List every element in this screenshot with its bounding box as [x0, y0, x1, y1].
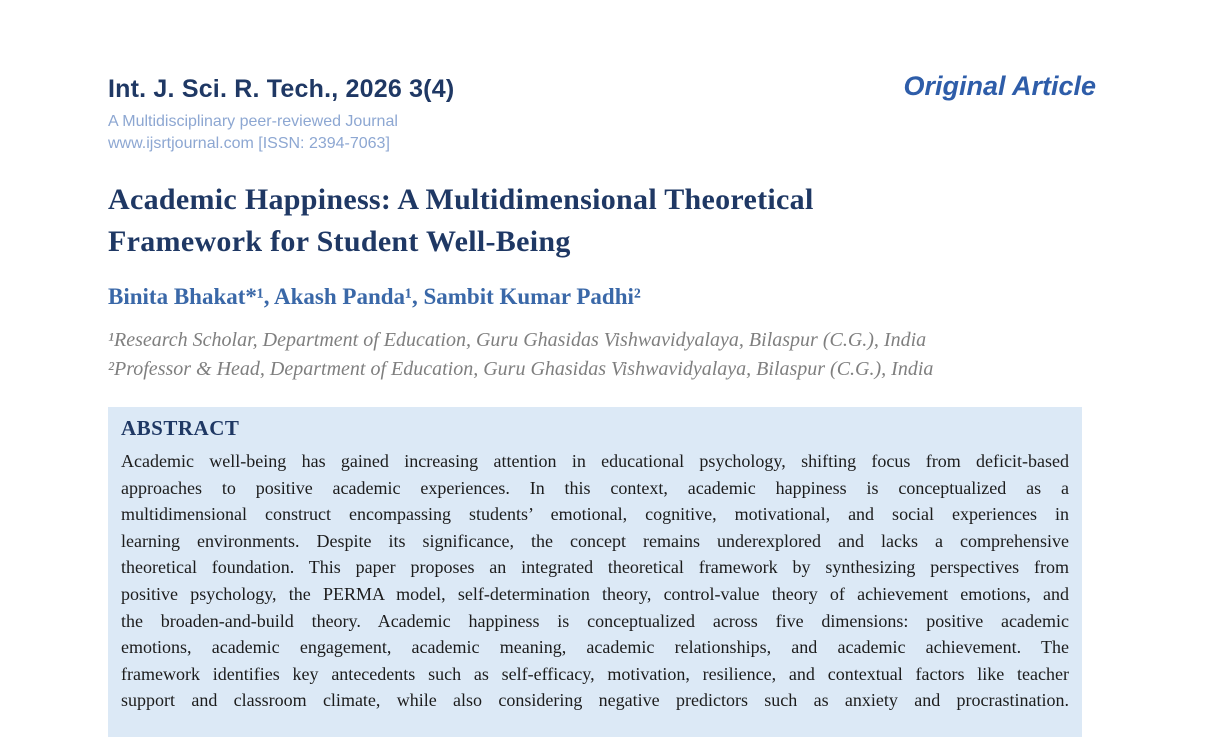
- abstract-heading: ABSTRACT: [121, 416, 240, 440]
- abstract-line-7: the broaden-and-build theory. Academic happiness is conceptualized across five dimensions: positive academic: [121, 610, 1069, 631]
- abstract-line-9: framework identifies key antecedents such as self-efficacy, motivation, resilience, and contextual factors like teacher: [121, 663, 1069, 684]
- abstract-line-10: support and classroom climate, while also considering negative predictors such as anxiety and procrastination.: [121, 690, 1069, 711]
- journal-subtitle: A Multidisciplinary peer-reviewed Journal: [108, 113, 398, 130]
- abstract-section: [108, 407, 1082, 737]
- paper-title-line-2: Framework for Student Well-Being: [108, 225, 571, 258]
- abstract-line-2: approaches to positive academic experiences. In this context, academic happiness is conceptualized as a: [121, 477, 1069, 498]
- abstract-line-4: learning environments. Despite its significance, the concept remains underexplored and lacks a comprehensive: [121, 530, 1069, 551]
- affiliation-2: ²Professor & Head, Department of Education, Guru Ghasidas Vishwavidyalaya, Bilaspur (C.G.), India: [108, 358, 934, 380]
- article-type-label: Original Article: [903, 71, 1096, 101]
- affiliations: [108, 326, 933, 384]
- abstract-line-6: positive psychology, the PERMA model, self-determination theory, control-value theory of achievement emotions, and: [121, 583, 1069, 604]
- paper-title-line-1: Academic Happiness: A Multidimensional Theoretical: [108, 183, 814, 216]
- journal-masthead: [108, 74, 454, 155]
- abstract-line-1: Academic well-being has gained increasing attention in educational psychology, shifting focus from deficit-based: [121, 451, 1069, 471]
- abstract-line-3: multidimensional construct encompassing students’ emotional, cognitive, motivational, and social experiences in: [121, 504, 1069, 525]
- authors-line: Binita Bhakat*¹, Akash Panda¹, Sambit Kumar Padhi²: [108, 284, 641, 309]
- affiliation-1: ¹Research Scholar, Department of Education, Guru Ghasidas Vishwavidyalaya, Bilaspur (C.G.), India: [108, 329, 927, 351]
- paper-title: [108, 179, 814, 263]
- abstract-line-5: theoretical foundation. This paper proposes an integrated theoretical framework by synthesizing perspectives from: [121, 557, 1069, 578]
- abstract-line-8: emotions, academic engagement, academic meaning, academic relationships, and academic achievement. The: [121, 637, 1069, 658]
- journal-title: Int. J. Sci. R. Tech., 2026 3(4): [108, 75, 455, 103]
- journal-url-issn: www.ijsrtjournal.com [ISSN: 2394-7063]: [108, 135, 390, 152]
